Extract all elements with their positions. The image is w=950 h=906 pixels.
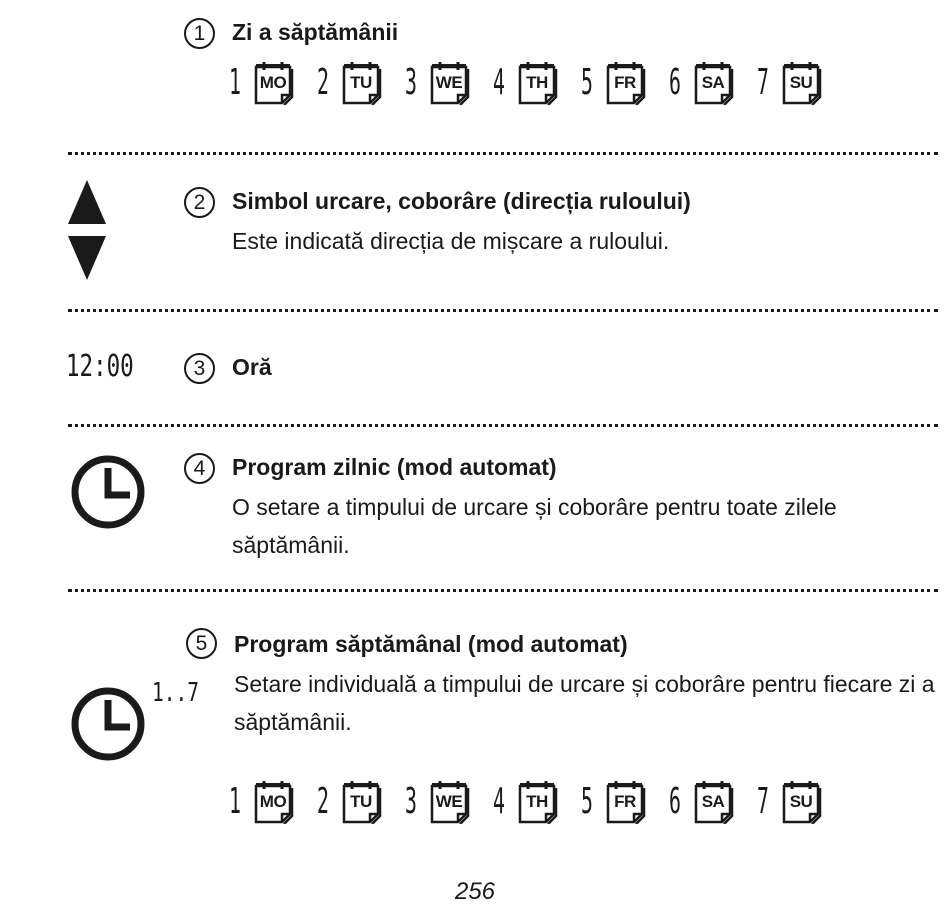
day-number: 5 <box>581 62 593 103</box>
calendar-day-icon <box>518 61 560 105</box>
day-label: SU <box>789 792 813 811</box>
day-label: SA <box>701 792 725 811</box>
divider <box>68 309 938 312</box>
calendar-day-icon <box>782 780 824 824</box>
day-number: 6 <box>669 62 681 103</box>
day-item-mo <box>224 780 296 824</box>
divider <box>68 152 938 155</box>
section-title-direction: Simbol urcare, coborâre (direcția ruloului) <box>232 188 691 214</box>
day-number: 5 <box>581 781 593 822</box>
section-title-day-of-week: Zi a săptămânii <box>232 19 399 45</box>
calendar-day-icon <box>430 780 472 824</box>
day-number: 2 <box>317 62 329 103</box>
calendar-day-icon <box>254 61 296 105</box>
calendar-day-icon <box>606 61 648 105</box>
day-item-th <box>488 780 560 824</box>
calendar-day-icon <box>342 61 384 105</box>
day-number: 7 <box>757 781 769 822</box>
calendar-day-icon <box>694 780 736 824</box>
day-number: 1 <box>229 62 241 103</box>
section-description-direction: Este indicată direcția de mișcare a ruloului. <box>232 228 670 254</box>
day-label: TU <box>350 792 372 811</box>
clock-icon <box>70 686 146 762</box>
day-number: 4 <box>493 781 505 822</box>
section-number-4: 4 <box>184 453 215 484</box>
day-label: FR <box>614 73 636 92</box>
day-item-we <box>400 780 472 824</box>
day-item-tu <box>312 780 384 824</box>
section-number-2: 2 <box>184 187 215 218</box>
day-label: TH <box>526 792 548 811</box>
day-label: FR <box>614 792 636 811</box>
day-item-su <box>752 61 824 105</box>
day-number: 1 <box>229 781 241 822</box>
section-description-weekly-program: Setare individuală a timpului de urcare și coborâre pentru fiecare zi a săptămânii. <box>234 671 935 735</box>
day-item-th <box>488 61 560 105</box>
calendar-day-icon <box>430 61 472 105</box>
day-item-fr <box>576 61 648 105</box>
day-item-tu <box>312 61 384 105</box>
time-display: 12:00 <box>66 349 134 384</box>
day-item-fr <box>576 780 648 824</box>
day-label: TU <box>350 73 372 92</box>
section-title-weekly-program: Program săptămânal (mod automat) <box>234 631 628 657</box>
section-title-daily-program: Program zilnic (mod automat) <box>232 454 557 480</box>
day-label: SU <box>789 73 813 92</box>
day-label: MO <box>259 73 287 92</box>
day-number: 7 <box>757 62 769 103</box>
up-down-triangle-icon <box>68 180 106 282</box>
day-item-su <box>752 780 824 824</box>
section-description-daily-program: O setare a timpului de urcare și coborâre pentru toate zilele săptămânii. <box>232 494 837 558</box>
day-number: 6 <box>669 781 681 822</box>
day-number: 2 <box>317 781 329 822</box>
calendar-day-icon <box>342 780 384 824</box>
calendar-day-icon <box>518 780 560 824</box>
day-number: 4 <box>493 62 505 103</box>
divider <box>68 424 938 427</box>
section-number-5: 5 <box>186 628 217 659</box>
calendar-day-icon <box>782 61 824 105</box>
section-number-3: 3 <box>184 353 215 384</box>
day-item-we <box>400 61 472 105</box>
day-label: TH <box>526 73 548 92</box>
day-strip-top <box>224 57 824 109</box>
day-strip-bottom <box>224 776 824 828</box>
day-label: WE <box>435 73 463 92</box>
day-number: 3 <box>405 62 417 103</box>
day-label: WE <box>435 792 463 811</box>
section-title-time: Oră <box>232 354 272 380</box>
section-number-1: 1 <box>184 18 215 49</box>
divider <box>68 589 938 592</box>
calendar-day-icon <box>694 61 736 105</box>
day-range-badge: 1..7 <box>152 678 199 708</box>
page-number: 256 <box>454 878 496 905</box>
day-label: MO <box>259 792 287 811</box>
clock-icon <box>70 454 146 530</box>
calendar-day-icon <box>254 780 296 824</box>
day-label: SA <box>701 73 725 92</box>
day-item-mo <box>224 61 296 105</box>
day-item-sa <box>664 780 736 824</box>
day-number: 3 <box>405 781 417 822</box>
calendar-day-icon <box>606 780 648 824</box>
day-item-sa <box>664 61 736 105</box>
